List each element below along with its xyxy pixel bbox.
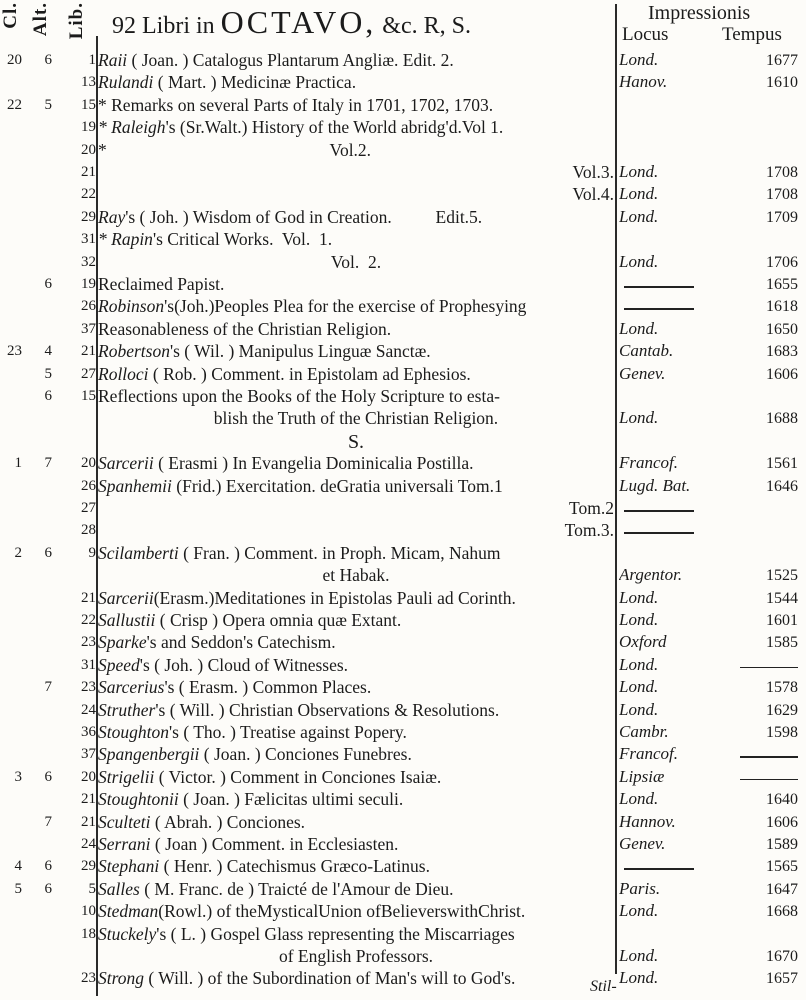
entry-row bbox=[0, 879, 806, 903]
entry-title bbox=[98, 632, 614, 653]
title-text: 's ( Joh. ) Cloud of Witnesses. bbox=[139, 654, 349, 675]
title-text: 's (Sr.Walt.) History of the World abridg'd.Vol 1. bbox=[165, 117, 504, 138]
book-number: 15 bbox=[81, 96, 96, 113]
title-text: of English Professors. bbox=[278, 946, 434, 966]
imprint-year: 1670 bbox=[766, 948, 798, 965]
title-text: ( Mart. ) Medicinæ Practica. bbox=[153, 72, 357, 93]
book-number: 5 bbox=[88, 880, 96, 897]
author-name: Rolloci bbox=[98, 363, 149, 384]
book-number: 13 bbox=[81, 74, 96, 91]
imprint-place: Lugd. Bat. bbox=[619, 475, 691, 495]
entry-row bbox=[0, 588, 806, 612]
author-name: * Rapin bbox=[98, 229, 153, 250]
imprint-place: Lond. bbox=[619, 901, 659, 921]
entry-row bbox=[0, 834, 806, 858]
book-number: 23 bbox=[81, 970, 96, 987]
imprint-place: Cantab. bbox=[619, 341, 674, 361]
book-number: 24 bbox=[81, 836, 96, 852]
tempus-header: Tempus bbox=[722, 24, 782, 45]
imprint-year: 1647 bbox=[766, 880, 798, 898]
entry-title bbox=[98, 655, 614, 676]
book-number: 22 bbox=[81, 612, 96, 628]
entry-title bbox=[98, 453, 614, 474]
imprint-place: Lond. bbox=[619, 408, 659, 428]
title-text: ( Joan. ) Catalogus Plantarum Angliæ. Edit. 2. bbox=[127, 50, 454, 70]
title-text: ( Rob. ) Comment. in Epistolam ad Ephesios. bbox=[148, 363, 471, 384]
imprint-place: Hannov. bbox=[619, 811, 676, 831]
book-number: 32 bbox=[81, 253, 96, 270]
entry-title bbox=[98, 744, 614, 765]
entry-row bbox=[0, 744, 806, 768]
book-number: 31 bbox=[81, 656, 96, 673]
imprint-year: 1629 bbox=[766, 701, 798, 719]
entry-row bbox=[0, 767, 806, 791]
shelf-number: 7 bbox=[44, 813, 52, 830]
entry-row bbox=[0, 946, 806, 970]
entry-title bbox=[98, 946, 614, 967]
imprint-place: Lond. bbox=[619, 184, 659, 204]
book-number: 28 bbox=[81, 522, 96, 539]
book-number: 22 bbox=[81, 186, 96, 203]
book-number: 26 bbox=[81, 298, 96, 315]
title-text: * Remarks on several Parts of Italy in 1701, 1702, 1703. bbox=[98, 94, 494, 115]
entry-title bbox=[98, 341, 614, 362]
imprint-place: Lond. bbox=[619, 318, 659, 338]
author-name: Raii bbox=[98, 50, 128, 70]
entry-title bbox=[98, 722, 614, 743]
shelf-number: 6 bbox=[44, 768, 52, 785]
author-name: Serrani bbox=[98, 834, 151, 854]
col-header-cl: Cl. bbox=[0, 2, 21, 29]
locus-header: Locus bbox=[622, 24, 669, 45]
class-number: 5 bbox=[14, 880, 22, 897]
imprint-year: 1668 bbox=[766, 903, 798, 921]
entry-row bbox=[0, 364, 806, 388]
shelf-number: 6 bbox=[44, 52, 52, 68]
entry-title bbox=[98, 252, 614, 273]
entry-row bbox=[0, 476, 806, 500]
author-name: Stephani bbox=[98, 856, 160, 877]
catchword: Stil- bbox=[590, 978, 617, 995]
title-text: 's(Joh.)Peoples Plea for the exercise of Prophesying bbox=[164, 296, 527, 317]
imprint-year: 1610 bbox=[766, 74, 798, 92]
class-number: 23 bbox=[7, 343, 22, 360]
entry-title bbox=[98, 229, 614, 250]
author-name: Robertson bbox=[98, 341, 170, 362]
title-text: ( Joan. ) Conciones Funebres. bbox=[199, 744, 412, 765]
col-header-lib: Lib. bbox=[66, 2, 87, 40]
entry-row bbox=[0, 341, 806, 365]
title-text: Tom.2 bbox=[569, 498, 614, 518]
entry-row bbox=[0, 386, 806, 410]
book-number: 20 bbox=[81, 455, 96, 472]
title-text: 's Critical Works. Vol. 1. bbox=[152, 229, 333, 250]
ditto-rule bbox=[624, 308, 694, 310]
title-text: (Frid.) Exercitation. deGratia universali Tom.1 bbox=[171, 475, 503, 496]
imprint-place: Argentor. bbox=[619, 565, 683, 585]
entry-row bbox=[0, 722, 806, 746]
imprint-place: Lond. bbox=[619, 946, 659, 965]
entry-title bbox=[98, 117, 614, 138]
entry-title bbox=[98, 184, 614, 205]
book-number: 24 bbox=[81, 701, 96, 718]
entry-row bbox=[0, 296, 806, 320]
imprint-year: 1650 bbox=[766, 320, 798, 338]
book-number: 18 bbox=[81, 925, 96, 942]
author-name: Stedman bbox=[98, 901, 159, 922]
title-text: 's ( Tho. ) Treatise against Popery. bbox=[168, 722, 407, 742]
title-text: 's and Seddon's Catechism. bbox=[146, 632, 336, 653]
entry-title bbox=[98, 386, 614, 407]
book-number: 19 bbox=[81, 119, 96, 136]
author-name: Salles bbox=[98, 878, 140, 899]
imprint-place: Lond. bbox=[619, 206, 659, 226]
entry-row bbox=[0, 901, 806, 925]
imprint-place: Lond. bbox=[619, 587, 659, 607]
page-number: 92 bbox=[112, 13, 136, 39]
entry-row bbox=[0, 924, 806, 948]
book-number: 37 bbox=[81, 320, 96, 337]
title-text: 's ( Will. ) Christian Observations & Resolutions. bbox=[155, 699, 500, 720]
ditto-rule bbox=[624, 868, 694, 870]
title-text: Reflections upon the Books of the Holy Scripture to esta- bbox=[98, 386, 500, 406]
shelf-number: 6 bbox=[44, 858, 52, 875]
entry-row bbox=[0, 610, 806, 634]
imprint-year: 1646 bbox=[766, 477, 798, 495]
col-header-alt: Alt. bbox=[30, 2, 51, 37]
imprint-year: 1606 bbox=[766, 365, 798, 383]
imprint-place: Francof. bbox=[619, 453, 679, 473]
class-number: 1 bbox=[14, 455, 22, 472]
entry-title bbox=[98, 767, 614, 788]
ditto-rule bbox=[740, 756, 798, 758]
shelf-number: 6 bbox=[44, 276, 52, 292]
entry-title bbox=[98, 700, 614, 721]
author-name: Ray bbox=[98, 206, 126, 227]
entry-row bbox=[0, 498, 806, 522]
author-name: Sarcerii bbox=[98, 587, 154, 608]
author-name: Sculteti bbox=[98, 811, 151, 832]
imprint-year: 1561 bbox=[766, 455, 798, 473]
imprint-place: Lond. bbox=[619, 610, 659, 629]
class-number: 22 bbox=[7, 96, 22, 113]
title-text: blish the Truth of the Christian Religion. bbox=[213, 408, 499, 429]
author-name: Struther bbox=[98, 699, 156, 720]
imprint-year: 1677 bbox=[766, 52, 798, 69]
entry-title bbox=[98, 431, 614, 454]
imprint-year: 1585 bbox=[766, 634, 798, 652]
entry-title bbox=[98, 95, 614, 116]
title-octavo: OCTAVO, bbox=[220, 4, 377, 40]
book-number: 20 bbox=[81, 141, 96, 158]
imprint-year: 1708 bbox=[766, 186, 798, 204]
imprint-year: 1544 bbox=[766, 589, 798, 607]
class-number: 20 bbox=[7, 52, 22, 68]
title-text: Vol.4. bbox=[572, 184, 614, 205]
impressionis-header: Impressionis bbox=[648, 2, 751, 24]
book-number: 21 bbox=[81, 791, 96, 808]
imprint-place: Lond. bbox=[619, 677, 659, 697]
book-number: 29 bbox=[81, 208, 96, 225]
book-number: 37 bbox=[81, 746, 96, 763]
author-name: Stoughtonii bbox=[98, 789, 179, 810]
imprint-year: 1525 bbox=[766, 567, 798, 585]
title-text: ( Victor. ) Comment in Conciones Isaiæ. bbox=[154, 766, 442, 787]
entry-title bbox=[98, 789, 614, 810]
imprint-place: Lond. bbox=[619, 251, 659, 271]
book-number: 21 bbox=[81, 589, 96, 606]
entry-row bbox=[0, 229, 806, 253]
book-number: 23 bbox=[81, 679, 96, 696]
book-number: 20 bbox=[81, 768, 96, 785]
entry-title bbox=[98, 408, 614, 429]
author-name: Stuckely bbox=[98, 923, 157, 944]
title-text: 's ( Erasm. ) Common Places. bbox=[164, 677, 372, 698]
title-text: ( M. Franc. de ) Traicté de l'Amour de Dieu. bbox=[139, 878, 454, 899]
entry-title bbox=[98, 72, 614, 93]
imprint-place: Genev. bbox=[619, 363, 666, 383]
author-name: Rulandi bbox=[98, 72, 154, 93]
book-number: 9 bbox=[88, 544, 96, 561]
entry-title bbox=[98, 476, 614, 497]
book-number: 36 bbox=[81, 724, 96, 740]
entry-title bbox=[98, 543, 614, 564]
entry-row bbox=[0, 140, 806, 164]
title-text: 's ( L. ) Gospel Glass representing the Miscarriages bbox=[156, 923, 515, 944]
title-text: 's ( Joh. ) Wisdom of God in Creation. Edit.5. bbox=[125, 206, 483, 227]
shelf-number: 4 bbox=[44, 343, 52, 360]
title-text: (Erasm.)Meditationes in Epistolas Pauli ad Corinth. bbox=[153, 587, 516, 608]
shelf-number: 5 bbox=[44, 96, 52, 113]
entry-title bbox=[98, 296, 614, 317]
page-title bbox=[112, 4, 471, 41]
entry-row bbox=[0, 319, 806, 343]
author-name: Scilamberti bbox=[98, 542, 179, 563]
entry-row bbox=[0, 184, 806, 208]
entry-title bbox=[98, 610, 614, 631]
imprint-place: Cambr. bbox=[619, 722, 669, 741]
entry-row bbox=[0, 274, 806, 298]
entry-title bbox=[98, 364, 614, 385]
title-text: ( Joan ) Comment. in Ecclesiasten. bbox=[150, 834, 399, 854]
book-number: 29 bbox=[81, 858, 96, 875]
imprint-place: Paris. bbox=[619, 878, 661, 898]
imprint-place: Francof. bbox=[619, 744, 679, 764]
entry-row bbox=[0, 700, 806, 724]
book-number: 31 bbox=[81, 231, 96, 248]
title-pre: Libri in bbox=[142, 13, 215, 39]
imprint-place: Lipsiæ bbox=[619, 766, 665, 786]
entry-row bbox=[0, 812, 806, 836]
author-name: Sarcerii bbox=[98, 453, 154, 474]
entry-row bbox=[0, 408, 806, 432]
entry-row bbox=[0, 72, 806, 96]
imprint-year: 1688 bbox=[766, 410, 798, 428]
book-number: 23 bbox=[81, 634, 96, 651]
imprint-place: Lond. bbox=[619, 968, 659, 988]
entry-title bbox=[98, 677, 614, 698]
title-text: ( Crisp ) Opera omnia quæ Extant. bbox=[155, 610, 402, 630]
author-name: Spangenbergii bbox=[98, 744, 200, 765]
entry-row bbox=[0, 50, 806, 74]
entry-row bbox=[0, 117, 806, 141]
imprint-place: Lond. bbox=[619, 789, 659, 809]
entry-row bbox=[0, 968, 806, 992]
imprint-year: 1565 bbox=[766, 858, 798, 876]
title-text: ( Abrah. ) Conciones. bbox=[150, 811, 306, 832]
shelf-number: 6 bbox=[44, 388, 52, 404]
imprint-place: Lond. bbox=[619, 50, 659, 69]
imprint-year: 1706 bbox=[766, 253, 798, 271]
entry-row bbox=[0, 162, 806, 186]
ditto-rule bbox=[740, 667, 798, 669]
shelf-number: 6 bbox=[44, 544, 52, 561]
imprint-year: 1618 bbox=[766, 298, 798, 316]
author-name: Speed bbox=[98, 654, 140, 675]
entry-row bbox=[0, 677, 806, 701]
entry-row bbox=[0, 655, 806, 679]
entry-row bbox=[0, 565, 806, 589]
book-number: 15 bbox=[81, 388, 96, 404]
imprint-place: Oxford bbox=[619, 632, 667, 652]
book-number: 1 bbox=[88, 52, 96, 68]
imprint-place: Hanov. bbox=[619, 72, 668, 92]
ditto-rule bbox=[624, 286, 694, 288]
entry-row bbox=[0, 632, 806, 656]
author-name: Sallustii bbox=[98, 610, 156, 630]
author-name: Strong bbox=[98, 968, 145, 989]
title-text: Tom.3. bbox=[564, 520, 614, 541]
entry-row bbox=[0, 856, 806, 880]
entry-row bbox=[0, 431, 806, 455]
imprint-year: 1709 bbox=[766, 208, 798, 226]
class-number: 4 bbox=[14, 858, 22, 875]
shelf-number: 6 bbox=[44, 880, 52, 897]
title-text: et Habak. bbox=[322, 565, 390, 586]
title-text: S. bbox=[347, 430, 365, 453]
title-text: Vol.3. bbox=[572, 162, 614, 182]
title-text: ( Henr. ) Catechismus Græco-Latinus. bbox=[159, 856, 430, 877]
title-text: ( Erasmi ) In Evangelia Dominicalia Postilla. bbox=[153, 453, 474, 474]
imprint-place: Lond. bbox=[619, 699, 659, 719]
class-number: 2 bbox=[14, 544, 22, 561]
entry-title bbox=[98, 565, 614, 586]
entry-row bbox=[0, 520, 806, 544]
book-number: 21 bbox=[81, 343, 96, 360]
book-number: 27 bbox=[81, 365, 96, 382]
book-number: 26 bbox=[81, 477, 96, 494]
book-number: 27 bbox=[81, 500, 96, 516]
entry-title bbox=[98, 162, 614, 183]
title-text: Vol. 2. bbox=[330, 251, 382, 272]
entry-row bbox=[0, 207, 806, 231]
entry-title bbox=[98, 924, 614, 945]
ditto-rule bbox=[624, 510, 694, 512]
author-name: Stoughton bbox=[98, 722, 169, 742]
author-name: * Raleigh bbox=[98, 117, 166, 138]
ditto-rule bbox=[624, 532, 694, 534]
ditto-rule bbox=[740, 779, 798, 781]
title-text: ( Will. ) of the Subordination of Man's will to God's. bbox=[144, 968, 516, 989]
imprint-year: 1589 bbox=[766, 836, 798, 853]
entry-title bbox=[98, 834, 614, 855]
shelf-number: 5 bbox=[44, 365, 52, 382]
title-post: &c. R, S. bbox=[382, 13, 471, 39]
imprint-year: 1598 bbox=[766, 724, 798, 741]
title-text: (Rowl.) of theMysticalUnion ofBelieverswithChrist. bbox=[158, 901, 526, 922]
entry-row bbox=[0, 252, 806, 276]
title-text: Reasonableness of the Christian Religion. bbox=[98, 318, 392, 339]
author-name: Robinson bbox=[98, 296, 165, 317]
book-number: 10 bbox=[81, 903, 96, 920]
entry-title bbox=[98, 968, 614, 989]
entry-title bbox=[98, 50, 614, 71]
entry-row bbox=[0, 95, 806, 119]
author-name: Sarcerius bbox=[98, 677, 165, 698]
entry-title bbox=[98, 498, 614, 519]
imprint-place: Genev. bbox=[619, 834, 666, 853]
imprint-year: 1683 bbox=[766, 343, 798, 361]
entry-row bbox=[0, 543, 806, 567]
imprint-year: 1601 bbox=[766, 612, 798, 629]
entry-title bbox=[98, 588, 614, 609]
imprint-year: 1578 bbox=[766, 679, 798, 697]
title-text: ( Joan. ) Fælicitas ultimi seculi. bbox=[178, 789, 404, 810]
title-text: Reclaimed Papist. bbox=[98, 274, 225, 294]
entry-row bbox=[0, 789, 806, 813]
author-name: Strigelii bbox=[98, 766, 155, 787]
title-text: ( Fran. ) Comment. in Proph. Micam, Nahum bbox=[178, 542, 501, 563]
entry-title bbox=[98, 207, 614, 228]
book-number: 19 bbox=[81, 276, 96, 292]
title-text: * Vol.2. bbox=[98, 139, 372, 160]
author-name: Sparke bbox=[98, 632, 147, 653]
entry-title bbox=[98, 856, 614, 877]
entry-title bbox=[98, 140, 614, 161]
entry-row bbox=[0, 453, 806, 477]
entry-title bbox=[98, 520, 614, 541]
imprint-year: 1708 bbox=[766, 164, 798, 181]
imprint-place: Lond. bbox=[619, 162, 659, 181]
entry-title bbox=[98, 274, 614, 295]
imprint-year: 1657 bbox=[766, 970, 798, 988]
author-name: Spanhemii bbox=[98, 475, 172, 496]
entry-title bbox=[98, 879, 614, 900]
shelf-number: 7 bbox=[44, 455, 52, 472]
entry-title bbox=[98, 812, 614, 833]
title-text: 's ( Wil. ) Manipulus Linguæ Sanctæ. bbox=[169, 341, 431, 362]
shelf-number: 7 bbox=[44, 679, 52, 696]
book-number: 21 bbox=[81, 164, 96, 180]
entry-title bbox=[98, 319, 614, 340]
entry-title bbox=[98, 901, 614, 922]
book-number: 21 bbox=[81, 813, 96, 830]
imprint-year: 1606 bbox=[766, 813, 798, 831]
imprint-year: 1640 bbox=[766, 791, 798, 809]
class-number: 3 bbox=[14, 768, 22, 785]
imprint-place: Lond. bbox=[619, 654, 659, 674]
imprint-year: 1655 bbox=[766, 276, 798, 293]
